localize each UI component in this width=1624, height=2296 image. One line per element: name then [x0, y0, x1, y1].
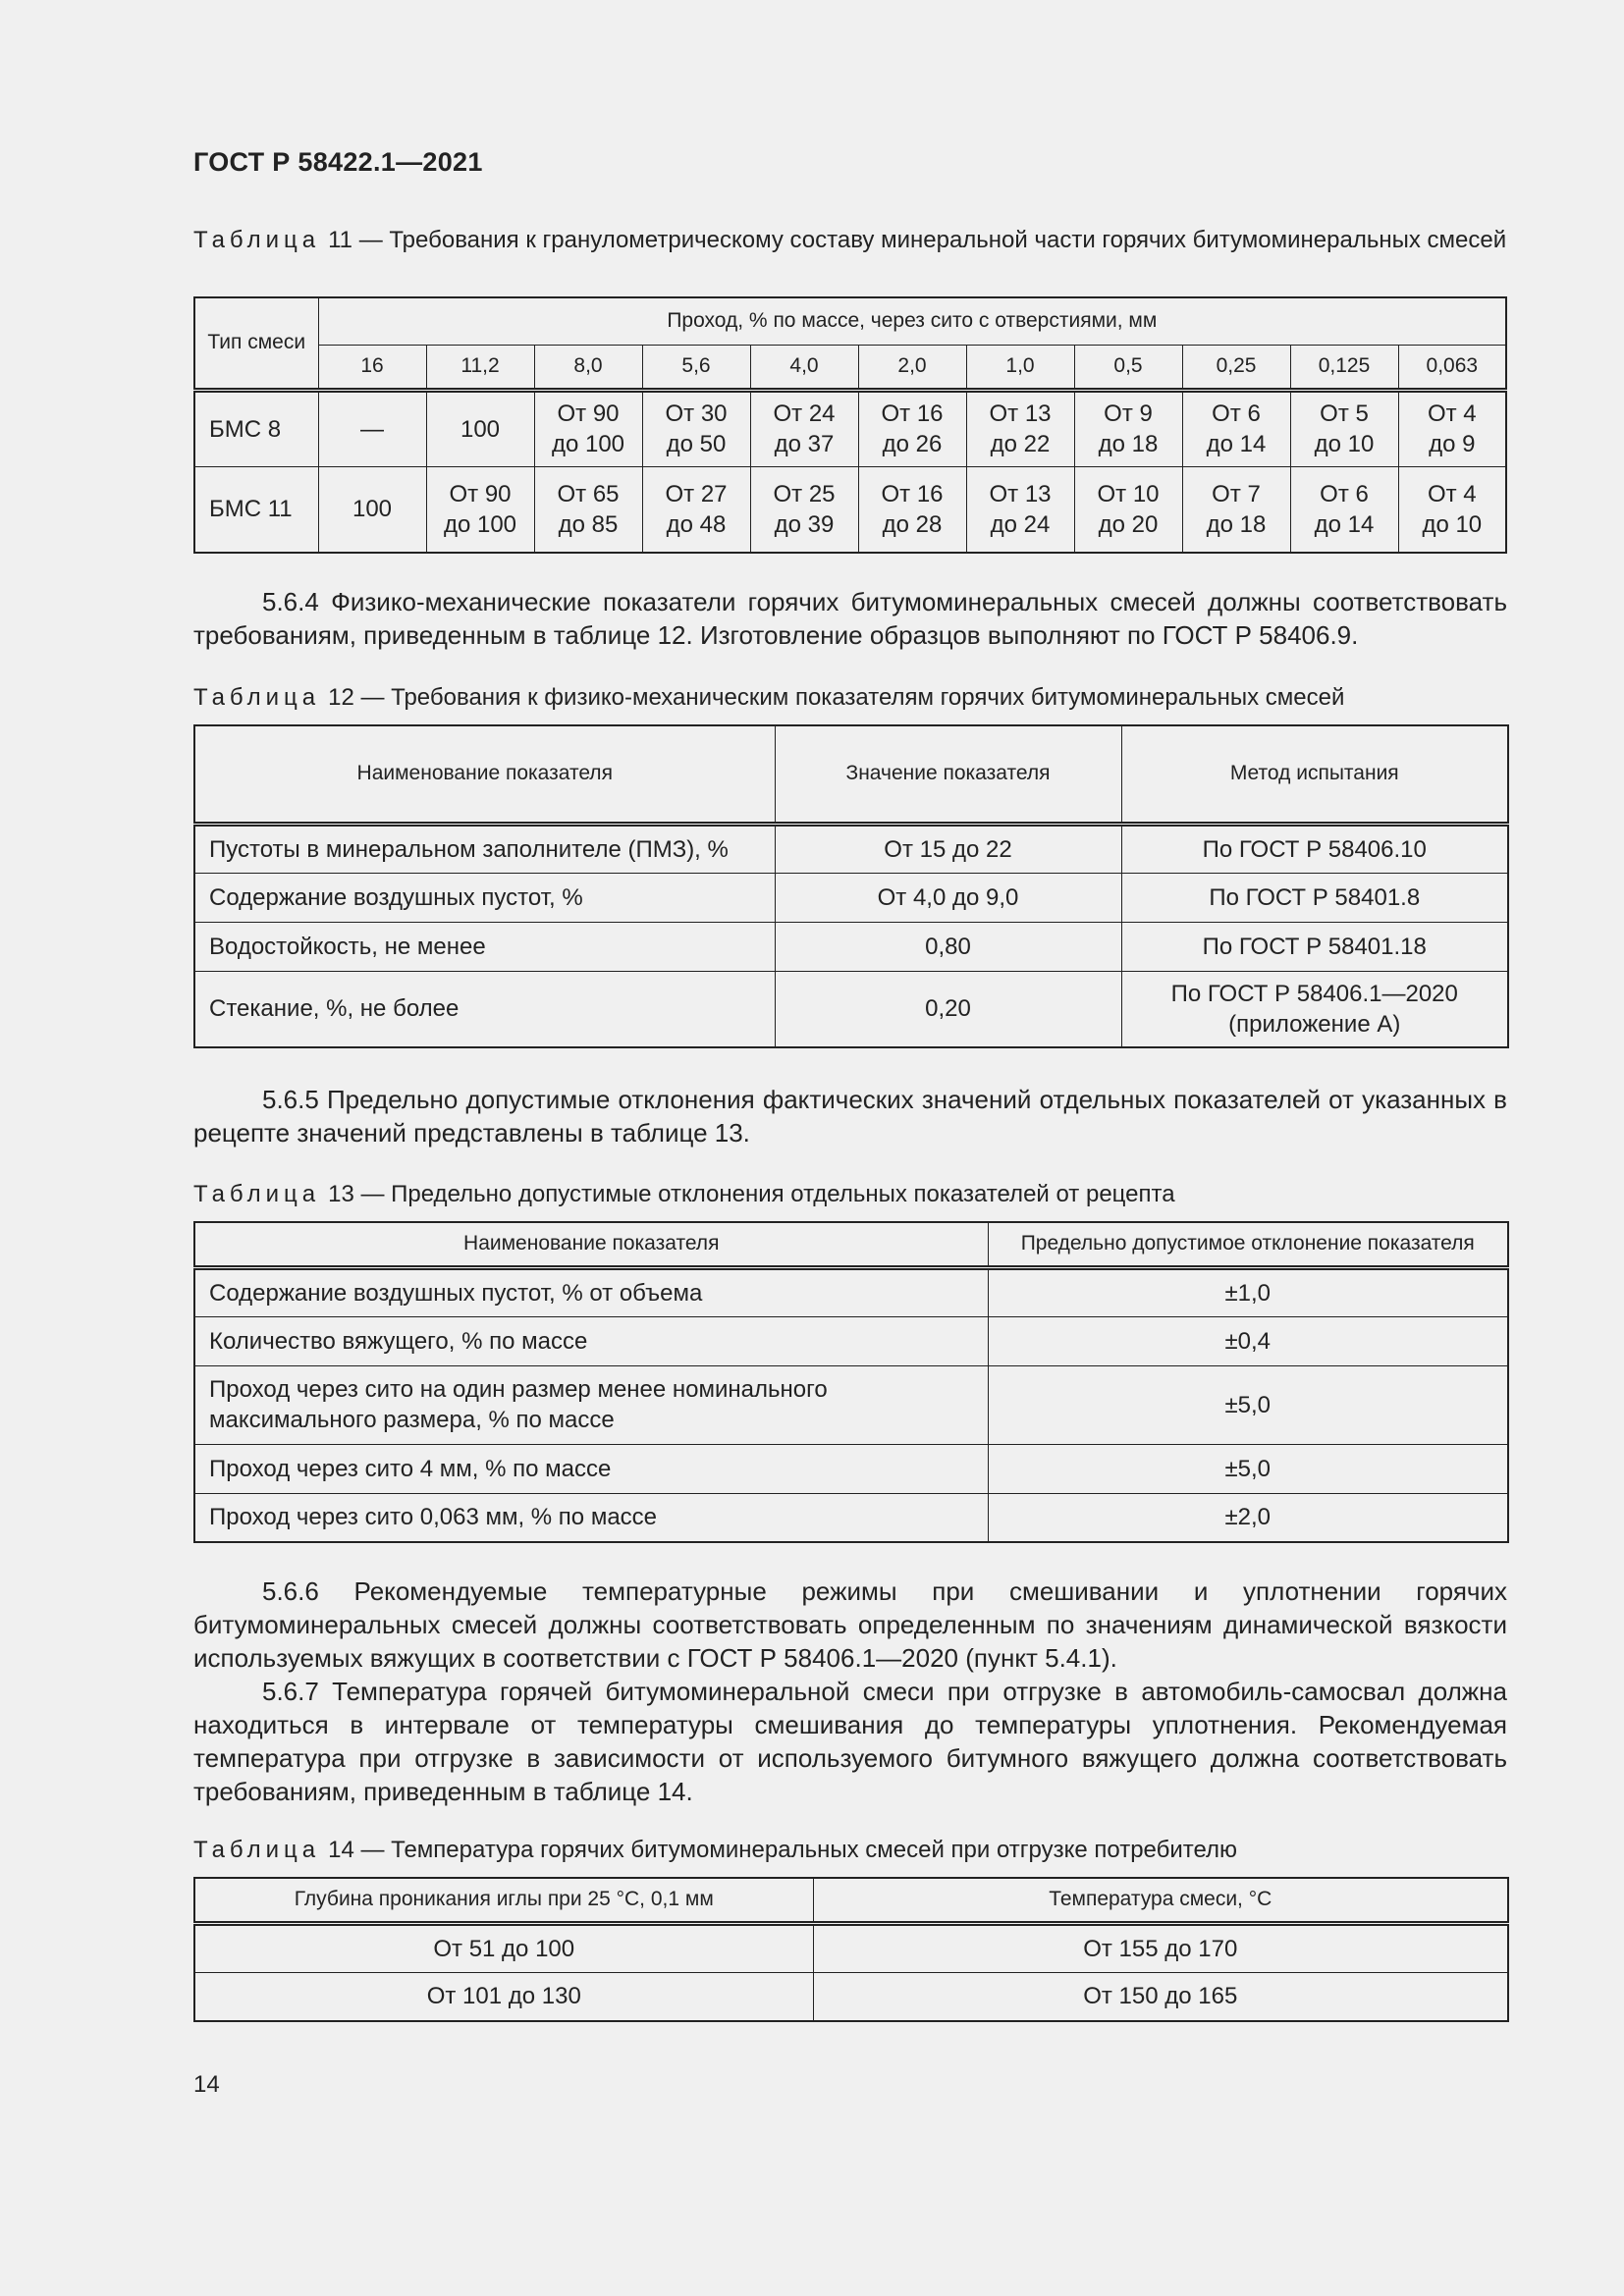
table-cell: От 30 до 50: [642, 390, 750, 466]
paragraph-5-6-6: 5.6.6 Рекомендуемые температурные режимы при смешивании и уплотнении горячих битумоминеральных смесей должны соответствовать определенным по значениям динамической вязкости используемых вяжущих в соответствии с ГОСТ Р 58406.1—2020 (пункт 5.4.1).: [193, 1576, 1507, 1673]
table-cell: От 90 до 100: [426, 466, 534, 553]
table12-caption-label: Таблица: [193, 684, 321, 711]
table-cell: Проход через сито на один размер менее номинального максимального размера, % по массе: [194, 1365, 988, 1444]
table12-caption-text: 12 — Требования к физико-механическим показателям горячих битумоминеральных смесей: [328, 684, 1345, 711]
table-cell: 0,20: [775, 971, 1121, 1047]
table-cell: От 6 до 14: [1290, 466, 1398, 553]
table-cell: —: [318, 390, 426, 466]
table-cell: Водостойкость, не менее: [194, 922, 775, 971]
table-cell: ±2,0: [988, 1493, 1508, 1542]
table13: [193, 1221, 1509, 1543]
table-cell: Проход через сито 4 мм, % по массе: [194, 1444, 988, 1493]
table-cell: От 27 до 48: [642, 466, 750, 553]
document-header: ГОСТ Р 58422.1—2021: [193, 147, 483, 177]
table-row: [194, 1267, 1508, 1316]
table14-caption-text: 14 — Температура горячих битумоминеральных смесей при отгрузке потребителю: [328, 1837, 1238, 1863]
table11-caption: [193, 224, 1507, 256]
paragraph-5-6-5: 5.6.5 Предельно допустимые отклонения фактических значений отдельных показателей от указанных в рецепте значений представлены в таблице 13.: [193, 1085, 1507, 1148]
table13-header: Наименование показателя: [194, 1222, 988, 1267]
table14-caption: [193, 1834, 1507, 1866]
table-cell: От 101 до 130: [194, 1972, 813, 2021]
table-row: [194, 1444, 1508, 1493]
table-cell: От 7 до 18: [1182, 466, 1290, 553]
table-cell: По ГОСТ Р 58406.10: [1121, 824, 1508, 873]
table14: [193, 1877, 1509, 2022]
table-row: [194, 1493, 1508, 1542]
table11-size-header: 2,0: [858, 345, 966, 390]
table-cell: Содержание воздушных пустот, %: [194, 873, 775, 922]
table-cell: Количество вяжущего, % по массе: [194, 1316, 988, 1365]
table12-header: Значение показателя: [775, 725, 1121, 824]
table11-size-header: 5,6: [642, 345, 750, 390]
table12-header: Наименование показателя: [194, 725, 775, 824]
table-cell: От 155 до 170: [813, 1923, 1508, 1972]
table11-caption-label: Таблица: [193, 227, 321, 253]
table-cell: От 4 до 10: [1398, 466, 1506, 553]
table-row: [194, 873, 1508, 922]
table-row: [194, 824, 1508, 873]
table-cell: От 90 до 100: [534, 390, 642, 466]
table14-header: Глубина проникания иглы при 25 °С, 0,1 мм: [194, 1878, 813, 1923]
table-cell: От 9 до 18: [1074, 390, 1182, 466]
paragraph-5-6-4: 5.6.4 Физико-механические показатели горячих битумоминеральных смесей должны соответствовать требованиям, приведенным в таблице 12. Изготовление образцов выполняют по ГОСТ Р 58406.9.: [193, 587, 1507, 650]
table13-caption-text: 13 — Предельно допустимые отклонения отдельных показателей от рецепта: [328, 1181, 1175, 1207]
table-cell: От 6 до 14: [1182, 390, 1290, 466]
table11-size-header: 8,0: [534, 345, 642, 390]
table-row: [194, 971, 1508, 1047]
table12-header: Метод испытания: [1121, 725, 1508, 824]
table-cell: От 16 до 28: [858, 466, 966, 553]
table-cell: Пустоты в минеральном заполнителе (ПМЗ), %: [194, 824, 775, 873]
table11-size-header: 0,125: [1290, 345, 1398, 390]
table13-caption-label: Таблица: [193, 1181, 321, 1207]
table11-size-header: 11,2: [426, 345, 534, 390]
table-cell: По ГОСТ Р 58401.18: [1121, 922, 1508, 971]
table-cell: От 51 до 100: [194, 1923, 813, 1972]
table-row: [194, 922, 1508, 971]
table-cell: 0,80: [775, 922, 1121, 971]
table11-size-header: 0,25: [1182, 345, 1290, 390]
table14-caption-label: Таблица: [193, 1837, 321, 1863]
table-cell: ±0,4: [988, 1316, 1508, 1365]
table-cell: От 13 до 22: [966, 390, 1074, 466]
table-cell: От 150 до 165: [813, 1972, 1508, 2021]
table12: [193, 724, 1509, 1048]
table-row: [194, 466, 1506, 553]
table-cell: От 13 до 24: [966, 466, 1074, 553]
table-cell: По ГОСТ Р 58406.1—2020 (приложение А): [1121, 971, 1508, 1047]
table-row: [194, 1365, 1508, 1444]
table12-caption: [193, 681, 1507, 714]
table-cell: От 65 до 85: [534, 466, 642, 553]
table-cell: От 10 до 20: [1074, 466, 1182, 553]
table11-group-header: Проход, % по массе, через сито с отверстиями, мм: [318, 297, 1506, 345]
table11-size-header: 0,063: [1398, 345, 1506, 390]
table-row: [194, 1923, 1508, 1972]
table11-size-header: 1,0: [966, 345, 1074, 390]
table11-row-name: БМС 11: [194, 466, 318, 553]
table11-caption-text: 11 — Требования к гранулометрическому составу минеральной части горячих битумоминеральных смесей: [328, 227, 1507, 253]
table-row: [194, 390, 1506, 466]
table-cell: ±5,0: [988, 1365, 1508, 1444]
table11-size-header: 0,5: [1074, 345, 1182, 390]
table11-row-name: БМС 8: [194, 390, 318, 466]
table-cell: От 4 до 9: [1398, 390, 1506, 466]
table13-caption: [193, 1178, 1507, 1210]
paragraph-5-6-7: 5.6.7 Температура горячей битумоминеральной смеси при отгрузке в автомобиль-самосвал должна находиться в интервале от температуры смешивания до температуры уплотнения. Рекомендуемая температура при отгрузке в зависимости от используемого битумного вяжущего должна соответствовать требованиям, приведенным в таблице 14.: [193, 1677, 1507, 1806]
table-cell: Проход через сито 0,063 мм, % по массе: [194, 1493, 988, 1542]
table-cell: 100: [318, 466, 426, 553]
table13-header: Предельно допустимое отклонение показателя: [988, 1222, 1508, 1267]
table11: [193, 296, 1507, 554]
table-cell: Содержание воздушных пустот, % от объема: [194, 1267, 988, 1316]
table-cell: От 25 до 39: [750, 466, 858, 553]
table-cell: От 4,0 до 9,0: [775, 873, 1121, 922]
table14-header: Температура смеси, °С: [813, 1878, 1508, 1923]
table-row: [194, 1972, 1508, 2021]
table-row: [194, 1316, 1508, 1365]
table-cell: 100: [426, 390, 534, 466]
table-cell: От 5 до 10: [1290, 390, 1398, 466]
table11-col-type: Тип смеси: [194, 297, 318, 390]
table-cell: ±1,0: [988, 1267, 1508, 1316]
table-cell: От 24 до 37: [750, 390, 858, 466]
table11-size-header: 4,0: [750, 345, 858, 390]
table-cell: От 16 до 26: [858, 390, 966, 466]
table-cell: От 15 до 22: [775, 824, 1121, 873]
table-cell: По ГОСТ Р 58401.8: [1121, 873, 1508, 922]
page-number: 14: [193, 2071, 220, 2098]
table-cell: Стекание, %, не более: [194, 971, 775, 1047]
table-cell: ±5,0: [988, 1444, 1508, 1493]
table11-size-header: 16: [318, 345, 426, 390]
